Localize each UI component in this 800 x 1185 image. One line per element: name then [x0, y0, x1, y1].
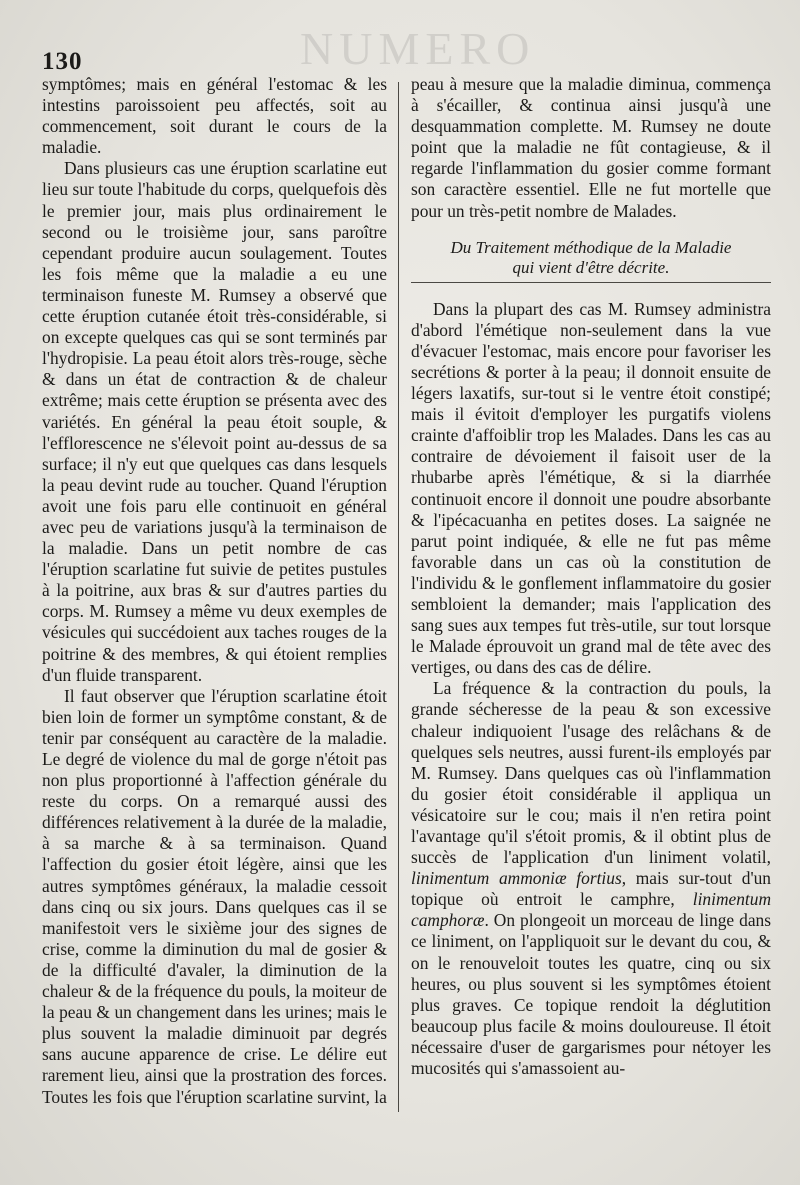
- right-paragraph-2: Dans la plupart des cas M. Rumsey administra d'abord l'émétique non-seulement dans la vue d'évacuer l'estomac, mais encore pour favoriser les secrétions & porter à la peau; il donnoit ensuite de légers laxatifs, sur-tout si le ventre étoit constipé; mais il évitoit d'employer les purgatifs violens crainte d'affoiblir trop les Malades. Dans les cas au contraire de dévoiement il faisoit user de la rhubarbe après l'émétique, & si la diarrhée continuoit encore il donnoit une poudre absorbante & l'ipécacuanha en petites doses. La saignée ne parut point indiquée, & elle ne fut pas même favorable dans un cas où la constitution de l'individu & le gonflement inflammatoire du gosier sembloient la demander; mais l'application des sang sues aux tempes fut très-utile, sur tout lorsque le Malade éprouvoit un grand mal de tête avec des vertiges, ou dans des cas de délire.: [411, 298, 771, 678]
- right-paragraph-3-text-a: La fréquence & la contraction du pouls, la grande sécheresse de la peau & son excessive chaleur indiquoient l'usage des relâchans & de quelques sels neutres, aussi furent-ils employés par M. Rumsey. Dans quelques cas où l'inflammation du gosier étoit considérable il appliqua un vésicatoire sur le cou; mais il n'en retira point l'avantage qu'il s'étoit promis, & il obtint plus de succès de l'application d'un liniment volatil,: [411, 678, 771, 868]
- left-paragraph-3: Il faut observer que l'éruption scarlatine étoit bien loin de former un symptôme constant, & de tenir par conséquent au caractère de la maladie. Le degré de violence du mal de gorge n'étoit pas non plus proportionné à l'affection générale du reste du corps. On a remarqué aussi des différences relativement à la durée de la maladie, à sa marche & à sa terminaison. Quand l'affection du gosier étoit légère, ainsi que les autres symptômes généraux, la maladie cessoit dans cinq ou six jours. Dans quelques cas il se manifestoit vers le sixième jour des signes de crise, comme la diminution du mal de gosier & de la difficulté d'avaler, la diminution de la chaleur & de la fréquence du pouls, la moiteur de la peau & un changement dans les urines; mais le plus souvent la maladie diminuoit par degrés sans aucune apparence de crise. Le délire eut rarement lieu, ainsi que la prostration des forces. Toutes les fois que l'éruption scarlatine survint, la: [42, 685, 387, 1107]
- right-paragraph-3: [411, 678, 771, 1079]
- heading-underline: [411, 282, 771, 283]
- liniment-camphor-term: linimentum camphoræ: [411, 889, 771, 931]
- bleed-through-header: NUMERO: [300, 23, 536, 74]
- page-number: 130: [42, 48, 83, 75]
- section-heading-line-2: qui vient d'être décrite.: [512, 257, 670, 277]
- right-column: [411, 74, 771, 1079]
- section-heading: [411, 238, 771, 283]
- liniment-ammonia-term: linimentum ammoniæ fortius: [411, 868, 622, 889]
- section-heading-line-1: Du Traitement méthodique de la Maladie: [450, 237, 732, 257]
- left-column: [42, 74, 387, 1108]
- left-paragraph-1: symptômes; mais en général l'estomac & les intestins paroissoient peu affectés, soit au commencement, soit durant le cours de la maladie.: [42, 74, 387, 158]
- right-paragraph-3-text-c: . On plongeoit un morceau de linge dans ce liniment, on l'appliquoit sur le devant du cou, & on le renouveloit toutes les quatre, cinq ou six heures, ou plus souvent si les symptômes étoient plus graves. Ce topique rendoit la déglutition beaucoup plus facile & moins douloureuse. Il étoit nécessaire d'user de gargarismes pour nétoyer les mucosités qui s'amassoient au-: [411, 910, 771, 1079]
- right-paragraph-3-text-b: , mais sur-tout d'un topique où entroit le camphre,: [411, 868, 771, 910]
- column-divider: [398, 82, 399, 1112]
- right-paragraph-1: peau à mesure que la maladie diminua, commença à s'écailler, & continua ainsi jusqu'à une desquammation complette. M. Rumsey ne doute point que la maladie ne fût contagieuse, & il regarde l'inflammation du gosier comme formant son caractère essentiel. Elle ne fut mortelle que pour un très-petit nombre de Malades.: [411, 74, 771, 221]
- left-paragraph-2: Dans plusieurs cas une éruption scarlatine eut lieu sur toute l'habitude du corps, quelquefois dès le premier jour, mais plus ordinairement le second ou le troisième jour, sans paroître cependant produire aucun soulagement. Toutes les fois même que la maladie a eu une terminaison funeste M. Rumsey a observé que cette éruption cutanée étoit très-considérable, si on excepte quelques cas qui se sont terminés par l'hydropisie. La peau étoit alors très-rouge, sèche & dans un état de contraction & de chaleur extrême; mais cette éruption se présenta avec des variétés. En général la peau étoit souple, & l'efflorescence ne s'élevoit point au-dessus de sa surface; il n'y eut que quelques cas dans lesquels la peau devint rude au toucher. Quand l'éruption avoit une fois paru elle continuoit en général avec peu de variations jusqu'à la terminaison de la maladie. Dans un petit nombre de cas l'éruption scarlatine fut suivie de petites pustules à la poitrine, aux bras & sur d'autres parties du corps. M. Rumsey a même vu deux exemples de vésicules qui succédoient aux taches rouges de la poitrine & des membres, & qui étoient remplies d'un fluide transparent.: [42, 158, 387, 685]
